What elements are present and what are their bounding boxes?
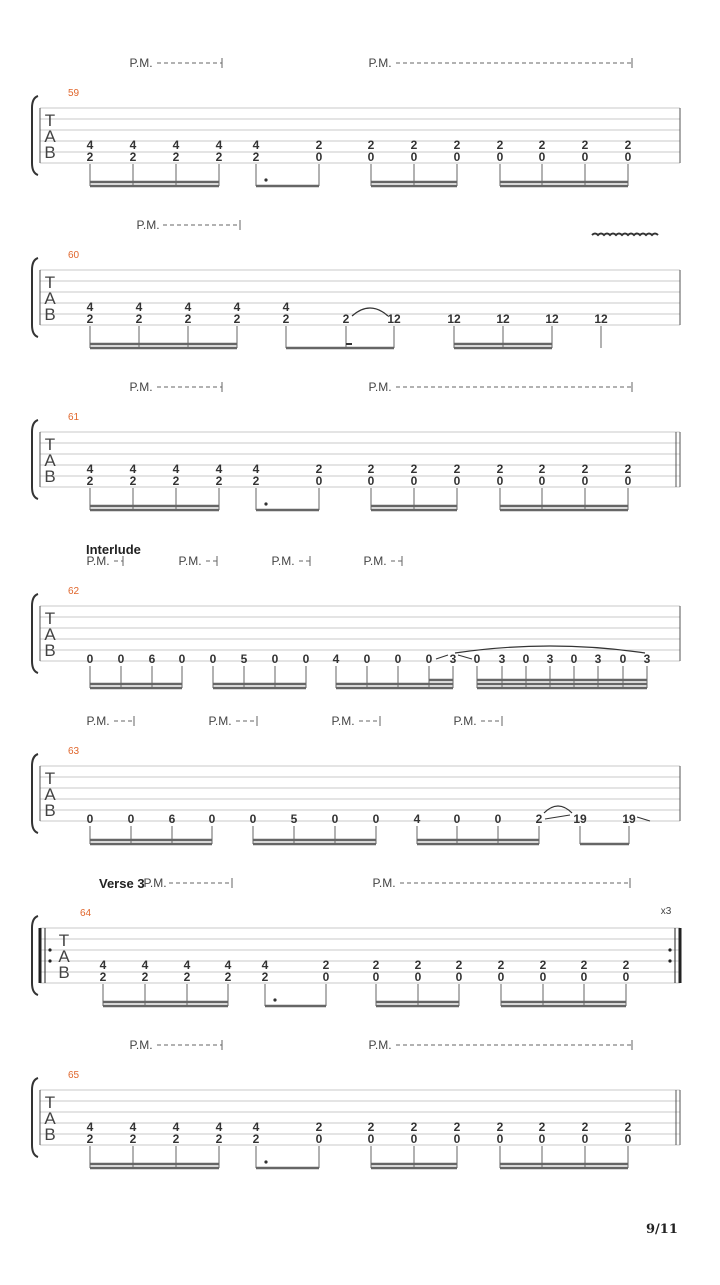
system-brace: [32, 420, 38, 499]
tab-letter-a: A: [44, 785, 56, 804]
rhythm-dot: [273, 998, 276, 1001]
tab-letter-a: A: [44, 451, 56, 470]
fret-number: 2: [215, 474, 223, 488]
fret-number: 4: [141, 958, 149, 972]
tab-letter-t: T: [44, 111, 56, 130]
fret-number: 4: [129, 1120, 137, 1134]
fret-number: 0: [624, 1132, 632, 1146]
fret-number: 2: [372, 958, 380, 972]
fret-number: 2: [580, 958, 588, 972]
palm-mute-label: P.M.: [178, 554, 202, 568]
fret-number: 2: [367, 462, 375, 476]
fret-number: 2: [414, 958, 422, 972]
fret-number: 4: [135, 300, 143, 314]
tab-letter-a: A: [44, 289, 56, 308]
fret-number: 12: [387, 312, 401, 326]
palm-mute-label: P.M.: [271, 554, 295, 568]
fret-number: 4: [86, 138, 94, 152]
palm-mute-label: P.M.: [331, 714, 355, 728]
system-brace: [32, 754, 38, 833]
fret-number: 2: [496, 138, 504, 152]
fret-number: 0: [367, 1132, 375, 1146]
fret-number: 0: [473, 652, 481, 666]
palm-mute-label: P.M.: [136, 218, 160, 232]
fret-number: 2: [367, 138, 375, 152]
fret-number: 0: [410, 150, 418, 164]
fret-number: 12: [594, 312, 608, 326]
fret-number: 2: [183, 970, 191, 984]
fret-number: 2: [135, 312, 143, 326]
fret-number: 2: [252, 150, 260, 164]
tab-letter-t: T: [58, 931, 70, 950]
fret-number: 2: [282, 312, 290, 326]
fret-number: 2: [497, 958, 505, 972]
fret-number: 2: [86, 150, 94, 164]
fret-number: 0: [315, 1132, 323, 1146]
fret-number: 0: [570, 652, 578, 666]
fret-number: 4: [252, 462, 260, 476]
fret-number: 0: [208, 812, 216, 826]
tab-letter-b: B: [44, 801, 56, 820]
fret-number: 0: [178, 652, 186, 666]
slide-line: [436, 655, 448, 659]
measure-number: 61: [68, 412, 80, 423]
fret-number: 2: [624, 1120, 632, 1134]
fret-number: 4: [252, 1120, 260, 1134]
repeat-dot: [48, 959, 51, 962]
fret-number: 0: [363, 652, 371, 666]
staff-system-60: [32, 250, 680, 337]
measure-number: 63: [68, 746, 80, 757]
tab-letter-b: B: [44, 143, 56, 162]
fret-number: 2: [184, 312, 192, 326]
fret-number: 0: [580, 970, 588, 984]
tab-letter-a: A: [44, 127, 56, 146]
fret-number: 3: [546, 652, 554, 666]
fret-number: 4: [282, 300, 290, 314]
fret-number: 2: [410, 138, 418, 152]
fret-number: 2: [224, 970, 232, 984]
fret-number: 0: [494, 812, 502, 826]
tab-letter-t: T: [44, 273, 56, 292]
fret-number: 0: [367, 474, 375, 488]
fret-number: 2: [581, 138, 589, 152]
fret-number: 2: [538, 138, 546, 152]
fret-number: 0: [271, 652, 279, 666]
tab-letter-t: T: [44, 435, 56, 454]
fret-number: 2: [453, 1120, 461, 1134]
palm-mute-label: P.M.: [363, 554, 387, 568]
fret-number: 5: [290, 812, 298, 826]
fret-number: 2: [624, 462, 632, 476]
system-brace: [32, 916, 38, 995]
fret-number: 2: [315, 138, 323, 152]
fret-number: 2: [129, 1132, 137, 1146]
fret-number: 0: [624, 474, 632, 488]
fret-number: 2: [129, 474, 137, 488]
fret-number: 2: [535, 812, 543, 826]
tab-letter-t: T: [44, 1093, 56, 1112]
palm-mute-label: P.M.: [129, 56, 153, 70]
palm-mute-label: P.M.: [86, 554, 110, 568]
fret-number: 2: [581, 1120, 589, 1134]
fret-number: 4: [215, 462, 223, 476]
fret-number: 4: [261, 958, 269, 972]
system-brace: [32, 1078, 38, 1157]
fret-number: 4: [172, 138, 180, 152]
tab-letter-b: B: [58, 963, 70, 982]
system-brace: [32, 258, 38, 337]
palm-mute-label: P.M.: [129, 1038, 153, 1052]
fret-number: 0: [453, 150, 461, 164]
palm-mute-label: P.M.: [372, 876, 396, 890]
fret-number: 0: [410, 474, 418, 488]
fret-number: 2: [453, 462, 461, 476]
fret-number: 0: [619, 652, 627, 666]
fret-number: 4: [99, 958, 107, 972]
fret-number: 2: [367, 1120, 375, 1134]
fret-number: 2: [622, 958, 630, 972]
fret-number: 4: [215, 138, 223, 152]
slur-arc: [352, 308, 388, 316]
tab-letter-a: A: [44, 1109, 56, 1128]
tab-letter-b: B: [44, 305, 56, 324]
fret-number: 12: [545, 312, 559, 326]
fret-number: 0: [622, 970, 630, 984]
page-number: 9/11: [646, 1222, 678, 1237]
repeat-count: x3: [660, 906, 672, 917]
fret-number: 0: [453, 812, 461, 826]
fret-number: 4: [86, 1120, 94, 1134]
fret-number: 4: [252, 138, 260, 152]
tab-letter-t: T: [44, 769, 56, 788]
fret-number: 6: [168, 812, 176, 826]
fret-number: 2: [538, 1120, 546, 1134]
fret-number: 0: [315, 474, 323, 488]
fret-number: 4: [413, 812, 421, 826]
fret-number: 0: [497, 970, 505, 984]
section-label: Interlude: [86, 542, 141, 557]
fret-number: 4: [86, 462, 94, 476]
fret-number: 3: [449, 652, 457, 666]
fret-number: 4: [183, 958, 191, 972]
rhythm-dot: [264, 178, 267, 181]
fret-number: 2: [453, 138, 461, 152]
fret-number: 2: [233, 312, 241, 326]
fret-number: 0: [410, 1132, 418, 1146]
fret-number: 2: [624, 138, 632, 152]
fret-number: 4: [332, 652, 340, 666]
fret-number: 0: [522, 652, 530, 666]
fret-number: 0: [539, 970, 547, 984]
slide-line: [545, 815, 570, 819]
fret-number: 4: [172, 1120, 180, 1134]
fret-number: 2: [581, 462, 589, 476]
fret-number: 0: [624, 150, 632, 164]
fret-number: 2: [141, 970, 149, 984]
palm-mute-label: P.M.: [368, 56, 392, 70]
fret-number: 2: [496, 1120, 504, 1134]
fret-number: 0: [455, 970, 463, 984]
section-label: Verse 3: [99, 876, 145, 891]
rhythm-dot: [264, 502, 267, 505]
fret-number: 2: [86, 1132, 94, 1146]
fret-number: 0: [86, 652, 94, 666]
measure-number: 60: [68, 250, 80, 261]
fret-number: 2: [86, 312, 94, 326]
measure-number: 64: [80, 908, 92, 919]
fret-number: 4: [184, 300, 192, 314]
fret-number: 0: [414, 970, 422, 984]
fret-number: 0: [538, 1132, 546, 1146]
fret-number: 2: [86, 474, 94, 488]
fret-number: 0: [538, 150, 546, 164]
palm-mute-label: P.M.: [143, 876, 167, 890]
fret-number: 4: [129, 138, 137, 152]
fret-number: 4: [224, 958, 232, 972]
fret-number: 2: [322, 958, 330, 972]
tab-letter-a: A: [58, 947, 70, 966]
fret-number: 2: [410, 1120, 418, 1134]
fret-number: 0: [86, 812, 94, 826]
fret-number: 3: [594, 652, 602, 666]
fret-number: 2: [215, 1132, 223, 1146]
fret-number: 2: [215, 150, 223, 164]
fret-number: 12: [447, 312, 461, 326]
fret-number: 0: [538, 474, 546, 488]
fret-number: 4: [86, 300, 94, 314]
tab-letter-t: T: [44, 609, 56, 628]
fret-number: 0: [425, 652, 433, 666]
fret-number: 0: [496, 150, 504, 164]
fret-number: 2: [539, 958, 547, 972]
measure-number: 62: [68, 586, 80, 597]
fret-number: 0: [302, 652, 310, 666]
palm-mute-label: P.M.: [368, 1038, 392, 1052]
palm-mute-label: P.M.: [129, 380, 153, 394]
palm-mute-label: P.M.: [208, 714, 232, 728]
palm-mute-label: P.M.: [453, 714, 477, 728]
fret-number: 2: [129, 150, 137, 164]
fret-number: 2: [538, 462, 546, 476]
fret-number: 0: [372, 812, 380, 826]
repeat-dot: [668, 948, 671, 951]
fret-number: 0: [496, 474, 504, 488]
fret-number: 0: [453, 474, 461, 488]
system-brace: [32, 594, 38, 673]
fret-number: 2: [315, 462, 323, 476]
fret-number: 3: [498, 652, 506, 666]
fret-number: 4: [233, 300, 241, 314]
repeat-dot: [48, 948, 51, 951]
fret-number: 2: [315, 1120, 323, 1134]
fret-number: 0: [331, 812, 339, 826]
rhythm-dot: [264, 1160, 267, 1163]
tab-letter-b: B: [44, 467, 56, 486]
fret-number: 0: [496, 1132, 504, 1146]
fret-number: 0: [127, 812, 135, 826]
palm-mute-label: P.M.: [86, 714, 110, 728]
tab-letter-a: A: [44, 625, 56, 644]
fret-number: 2: [261, 970, 269, 984]
fret-number: 0: [367, 150, 375, 164]
fret-number: 0: [117, 652, 125, 666]
system-brace: [32, 96, 38, 175]
fret-number: 0: [249, 812, 257, 826]
fret-number: 4: [129, 462, 137, 476]
fret-number: 0: [581, 1132, 589, 1146]
fret-number: 0: [394, 652, 402, 666]
fret-number: 0: [322, 970, 330, 984]
fret-number: 0: [453, 1132, 461, 1146]
fret-number: 19: [622, 812, 636, 826]
fret-number: 2: [172, 150, 180, 164]
measure-number: 59: [68, 88, 80, 99]
fret-number: 5: [240, 652, 248, 666]
slide-line: [458, 655, 472, 659]
vibrato-wave: [592, 234, 658, 236]
fret-number: 2: [455, 958, 463, 972]
staff-system-62: [32, 586, 680, 673]
fret-number: 0: [581, 474, 589, 488]
fret-number: 2: [99, 970, 107, 984]
slide-line: [637, 817, 650, 821]
fret-number: 2: [252, 474, 260, 488]
fret-number: 2: [172, 474, 180, 488]
fret-number: 4: [215, 1120, 223, 1134]
fret-number: 19: [573, 812, 587, 826]
fret-number: 12: [496, 312, 510, 326]
fret-number: 0: [372, 970, 380, 984]
fret-number: 2: [252, 1132, 260, 1146]
tab-letter-b: B: [44, 1125, 56, 1144]
fret-number: 6: [148, 652, 156, 666]
repeat-dot: [668, 959, 671, 962]
tab-letter-b: B: [44, 641, 56, 660]
fret-number: 2: [342, 312, 350, 326]
fret-number: 2: [172, 1132, 180, 1146]
fret-number: 0: [581, 150, 589, 164]
palm-mute-label: P.M.: [368, 380, 392, 394]
fret-number: 2: [410, 462, 418, 476]
fret-number: 4: [172, 462, 180, 476]
fret-number: 0: [315, 150, 323, 164]
fret-number: 0: [209, 652, 217, 666]
fret-number: 3: [643, 652, 651, 666]
measure-number: 65: [68, 1070, 80, 1081]
fret-number: 2: [496, 462, 504, 476]
